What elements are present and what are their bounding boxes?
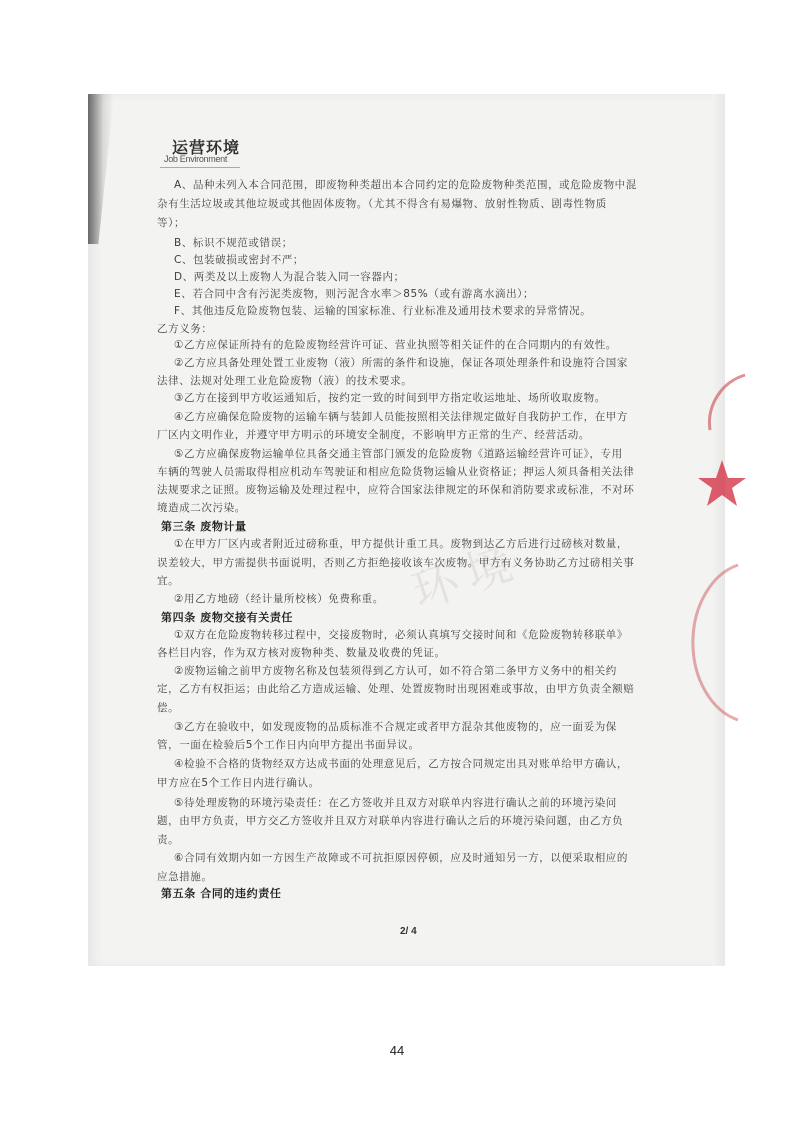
body-line: ②乙方应具备处理处置工业废物（液）所需的条件和设施，保证各项处理条件和设施符合国家 (174, 357, 629, 369)
body-line: 应急措施。 (157, 871, 213, 883)
body-line: E、若合同中含有污泥类废物，则污泥含水率＞85%（或有游离水滴出）； (174, 288, 535, 300)
body-line: ②废物运输之前甲方废物名称及包装须得到乙方认可，如不符合第二条甲方义务中的相关约 (174, 665, 617, 677)
body-line: F、其他违反危险废物包装、运输的国家标准、行业标准及通用技术要求的异常情况。 (174, 305, 592, 317)
title-rule (160, 167, 240, 168)
body-line: 等）； (157, 217, 186, 229)
body-line: 宜。 (157, 575, 180, 587)
body-line: 责。 (157, 834, 180, 846)
body-line: A、品种未列入本合同范围，即废物种类超出本合同约定的危险废物种类范围，或危险废物中混 (174, 179, 637, 191)
body-line: 杂有生活垃圾或其他垃圾或其他固体废物。（尤其不得含有易爆物、放射性物质、剧毒性物质 (157, 198, 607, 210)
body-line: ③乙方在验收中，如发现废物的品质标准不合规定或者甲方混杂其他废物的，应一面妥为保 (174, 721, 617, 733)
page-number: 44 (389, 1043, 405, 1058)
body-line: ⑥合同有效期内如一方因生产故障或不可抗拒原因停顿，应及时通知另一方，以便采取相应的 (174, 852, 629, 864)
body-line: ②用乙方地磅（经计量所校核）免费称重。 (174, 593, 384, 605)
body-line: 各栏目内容，作为双方核对废物种类、数量及收费的凭证。 (157, 647, 446, 659)
body-line: C、包装破损或密封不严； (174, 254, 305, 266)
body-line: B、标识不规范或错误； (174, 237, 293, 249)
body-line: ①乙方应保证所持有的危险废物经营许可证、营业执照等相关证件的在合同期内的有效性。 (174, 339, 617, 351)
watermark: 环境 (405, 532, 529, 619)
body-line: ①在甲方厂区内或者附近过磅称重，甲方提供计重工具。废物到达乙方后进行过磅核对数量， (174, 538, 629, 550)
body-line: ⑤待处理废物的环境污染责任：在乙方签收并且双方对联单内容进行确认之前的环境污染问 (174, 797, 617, 809)
body-line: ③乙方在接到甲方收运通知后，按约定一致的时间到甲方指定收运地址、场所收取废物。 (174, 392, 606, 404)
scan-edge (712, 94, 725, 966)
body-line: ④乙方应确保危险废物的运输车辆与装卸人员能按照相关法律规定做好自我防护工作，在甲方 (174, 411, 629, 423)
body-line: 第三条 废物计量 (161, 520, 247, 533)
body-line: 乙方义务： (157, 323, 213, 335)
seal-stamp-bottom (680, 560, 740, 730)
body-line: 甲方应在5个工作日内进行确认。 (157, 777, 320, 789)
body-line: 管，一面在检验后5个工作日内向甲方提出书面异议。 (157, 739, 420, 751)
body-line: 厂区内文明作业，并遵守甲方明示的环境安全制度，不影响甲方正常的生产、经营活动。 (157, 429, 590, 441)
body-line: 法规要求之证照。废物运输及处理过程中，应符合国家法律规定的环保和消防要求或标准，不对环 (157, 484, 635, 496)
body-line: ①双方在危险废物转移过程中，交接废物时，必须认真填写交接时间和《危险废物转移联单》 (174, 629, 629, 641)
body-line: 题，由甲方负责，甲方交乙方签收并且双方对联单内容进行确认之后的环境污染问题，由乙方负 (157, 815, 624, 827)
body-line: 第四条 废物交接有关责任 (161, 611, 294, 624)
seal-stamp-top (690, 370, 750, 510)
body-line: 车辆的驾驶人员需取得相应机动车驾驶证和相应危险货物运输从业资格证；押运人须具备相关法律 (157, 466, 635, 478)
body-line: 境造成二次污染。 (157, 502, 246, 514)
body-line: 误差较大，甲方需提供书面说明，否则乙方拒绝接收该车次废物。甲方有义务协助乙方过磅相关事 (157, 557, 635, 569)
body-line: ④检验不合格的货物经双方达成书面的处理意见后，乙方按合同规定出具对账单给甲方确认， (174, 758, 629, 770)
body-line: 第五条 合同的违约责任 (161, 887, 282, 900)
body-line: 法律、法规对处理工业危险废物（液）的技术要求。 (157, 375, 413, 387)
sheet-page-label: 2/ 4 (400, 926, 417, 937)
body-line: 定，乙方有权拒运；由此给乙方造成运输、处理、处置废物时出现困难或事故，由甲方负责全额赔 (157, 683, 635, 695)
body-line: D、两类及以上废物人为混合装入同一容器内； (174, 271, 405, 283)
section-subtitle: Job Environment (164, 154, 228, 164)
body-line: ⑤乙方应确保废物运输单位具备交通主管部门颁发的危险废物《道路运输经营许可证》，专用 (174, 448, 623, 460)
section-title: 运营环境 (172, 138, 241, 157)
body-line: 偿。 (157, 702, 180, 714)
